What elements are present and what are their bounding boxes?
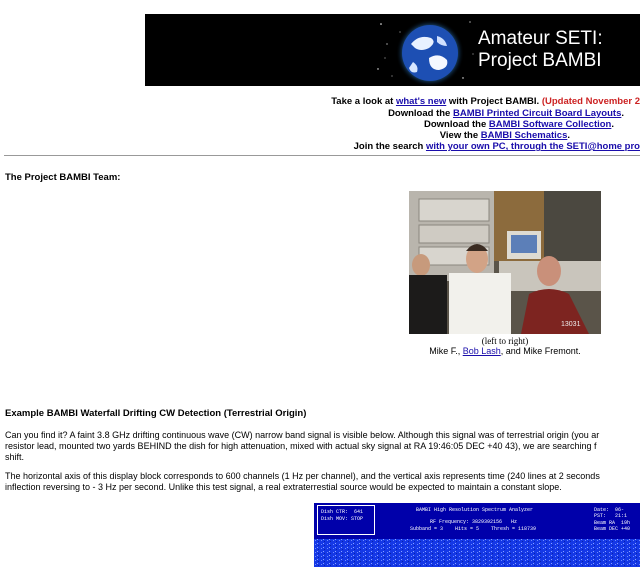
svg-text:13031: 13031 (561, 321, 581, 328)
intro-text: Join the search (353, 141, 426, 152)
dish-mov: Dish MOV: STOP (321, 516, 364, 522)
intro-text: . (621, 108, 624, 119)
paragraph-line: shift. (5, 452, 25, 462)
analyzer-subband: Subband = 3 Hits = 5 Thresh = 118739 (410, 526, 537, 532)
analyzer-date: Date: 06- (594, 507, 625, 513)
pcb-layouts-link[interactable]: BAMBI Printed Circuit Board Layouts (452, 108, 622, 119)
whats-new-link[interactable]: what's new (395, 96, 447, 107)
updated-note: (Updated November 2 (541, 96, 640, 107)
waterfall-noise (314, 539, 640, 567)
intro-text: . (567, 130, 570, 141)
intro-text: Download the (388, 108, 453, 119)
caption-text: Mike F., (429, 346, 463, 356)
analyzer-beam-dec: Beam DEC +40 (594, 526, 631, 532)
software-collection-link[interactable]: BAMBI Software Collection (488, 119, 612, 130)
seti-at-home-link[interactable]: with your own PC, through the SETI@home pro (425, 141, 640, 152)
team-photo (409, 191, 601, 334)
paragraph-line: The horizontal axis of this display block corresponds to 600 channels (1 Hz per channel), and the vertical axis represents time (240 lines at 2 seconds (5, 471, 600, 481)
paragraph-line: Can you find it? A faint 3.8 GHz drifting continuous wave (CW) narrow band signal is visible below. Although this signal was of terrestrial origin (you ar (5, 430, 600, 440)
intro-line-schematics (440, 130, 570, 141)
paragraph-line: inflection reversing to - 3 Hz per second. Unlike this test signal, a real extraterrestial source would be expected to maintain a constant slope. (5, 482, 562, 492)
intro-line-seti (354, 141, 640, 152)
photo-caption-names (409, 346, 601, 356)
waterfall-paragraph-2 (5, 471, 640, 493)
intro-text: . (611, 119, 614, 130)
intro-text: View the (439, 130, 481, 141)
analyzer-beam-ra: Beam RA 19h (594, 520, 631, 526)
waterfall-heading: Example BAMBI Waterfall Drifting CW Detection (Terrestrial Origin) (5, 408, 307, 419)
horizontal-divider (4, 155, 640, 156)
intro-line-pcb (388, 108, 624, 119)
intro-text: with Project BAMBI. (446, 96, 542, 107)
waterfall-display (314, 539, 640, 567)
spectrum-analyzer-screenshot (314, 503, 640, 567)
schematics-link[interactable]: BAMBI Schematics (480, 130, 568, 141)
team-photo-image (409, 191, 601, 334)
caption-text: , and Mike Fremont. (500, 346, 581, 356)
paragraph-line: resistor lead, mounted two yards BEHIND the dish for high attenuation, mixed with actual sky signal at RA 19:46:05 DEC +40 43), we are searching f (5, 441, 597, 451)
photo-caption-order: (left to right) (481, 336, 529, 346)
analyzer-frequency: RF Frequency: 3829392156 Hz (430, 519, 518, 525)
analyzer-pst: PST: 21:1 (594, 513, 628, 519)
banner (145, 14, 640, 86)
dish-ctr: Dish CTR: 641 (321, 509, 364, 515)
dish-status-box (317, 505, 375, 535)
intro-text: Download the (423, 119, 489, 130)
bob-lash-link[interactable]: Bob Lash (462, 346, 501, 356)
analyzer-title: BAMBI High Resolution Spectrum Analyzer (416, 507, 534, 513)
team-heading: The Project BAMBI Team: (5, 172, 121, 183)
banner-title (478, 28, 603, 72)
intro-line-software (424, 119, 614, 130)
earth-globe-icon (395, 18, 465, 86)
intro-line-whats-new (331, 96, 640, 107)
waterfall-paragraph-1 (5, 430, 640, 463)
banner-title-line2: Project BAMBI (478, 50, 602, 71)
banner-title-line1: Amateur SETI: (478, 28, 603, 49)
intro-text: Take a look at (331, 96, 396, 107)
